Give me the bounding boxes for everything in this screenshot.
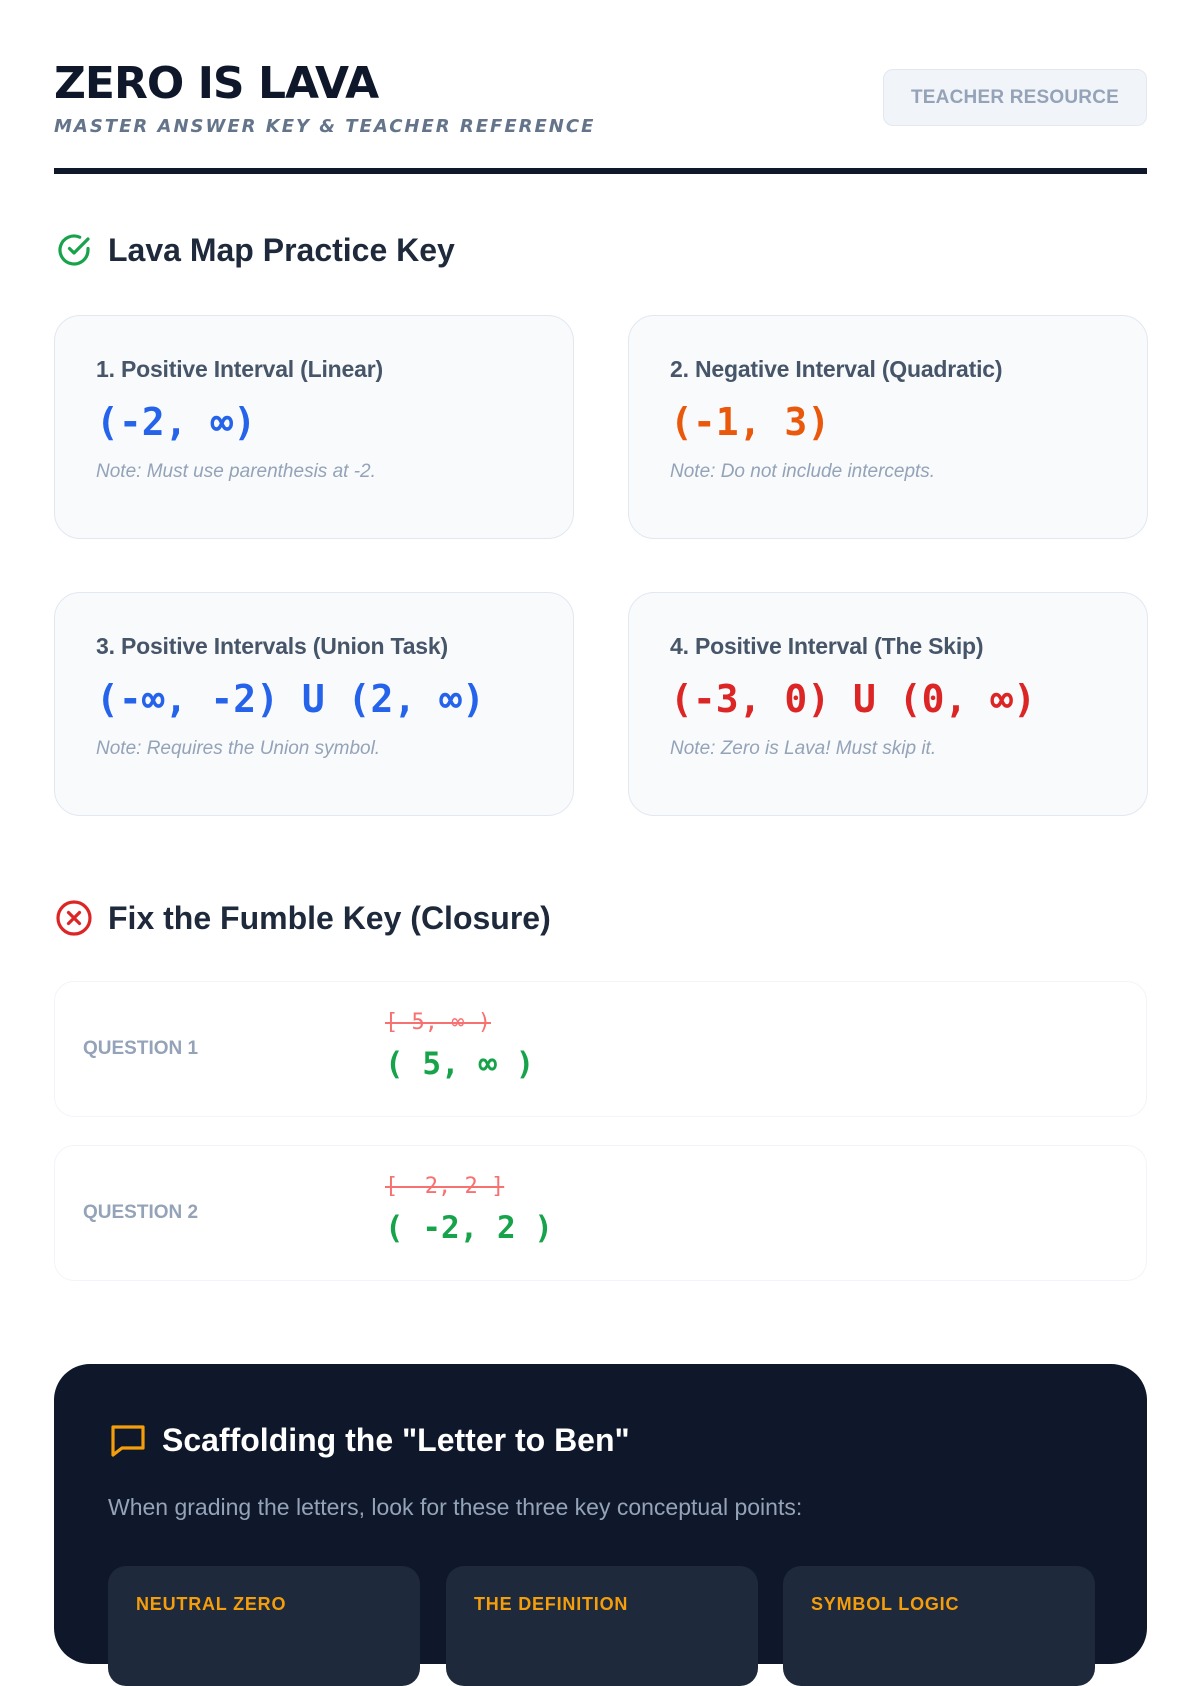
speech-bubble-icon (108, 1420, 148, 1460)
letter-heading (108, 1420, 630, 1460)
header-divider (54, 168, 1147, 174)
concept-card-1 (108, 1566, 420, 1686)
concept-label: SYMBOL LOGIC (811, 1594, 960, 1614)
question-label: QUESTION 2 (83, 1202, 199, 1223)
card-label: 4. Positive Interval (The Skip) (670, 633, 984, 659)
card-note: Note: Requires the Union symbol. (96, 738, 381, 759)
practice-card-2 (628, 315, 1148, 539)
check-circle-icon (54, 230, 94, 270)
card-label: 2. Negative Interval (Quadratic) (670, 356, 1003, 382)
practice-card-1 (54, 315, 574, 539)
card-note: Note: Must use parenthesis at -2. (96, 461, 376, 482)
letter-intro: When grading the letters, look for these three key conceptual points: (108, 1494, 803, 1520)
card-note: Note: Do not include intercepts. (670, 461, 936, 482)
correct-answer: ( 5, ∞ ) (385, 1046, 535, 1082)
practice-section-heading (54, 230, 455, 270)
wrong-answer: [ 5, ∞ ) (385, 1010, 491, 1035)
wrong-answer: [ -2, 2 ] (385, 1174, 505, 1199)
practice-card-4 (628, 592, 1148, 816)
fumble-question-2 (54, 1145, 1147, 1281)
letter-title: Scaffolding the "Letter to Ben" (162, 1421, 630, 1458)
card-answer: (-3, 0) U (0, ∞) (670, 677, 1037, 721)
page-subtitle: MASTER ANSWER KEY & TEACHER REFERENCE (54, 116, 596, 137)
page-header (54, 56, 1147, 174)
x-circle-icon (54, 898, 94, 938)
fumble-question-1 (54, 981, 1147, 1117)
card-note: Note: Zero is Lava! Must skip it. (670, 738, 937, 759)
concept-card-2 (446, 1566, 758, 1686)
card-label: 3. Positive Intervals (Union Task) (96, 633, 448, 659)
fumble-section-heading (54, 898, 551, 938)
teacher-resource-badge: TEACHER RESOURCE (883, 69, 1147, 126)
fumble-section-title: Fix the Fumble Key (Closure) (108, 899, 551, 936)
page-title: ZERO IS LAVA (54, 58, 379, 109)
practice-card-3 (54, 592, 574, 816)
concept-label: THE DEFINITION (474, 1594, 629, 1614)
practice-section-title: Lava Map Practice Key (108, 231, 455, 268)
correct-answer: ( -2, 2 ) (385, 1210, 553, 1246)
letter-scaffold-panel (54, 1364, 1147, 1664)
card-answer: (-1, 3) (670, 400, 831, 444)
card-answer: (-∞, -2) U (2, ∞) (96, 677, 485, 721)
concept-label: NEUTRAL ZERO (136, 1594, 287, 1614)
concept-card-3 (783, 1566, 1095, 1686)
card-label: 1. Positive Interval (Linear) (96, 356, 383, 382)
card-answer: (-2, ∞) (96, 400, 257, 444)
question-label: QUESTION 1 (83, 1038, 199, 1059)
